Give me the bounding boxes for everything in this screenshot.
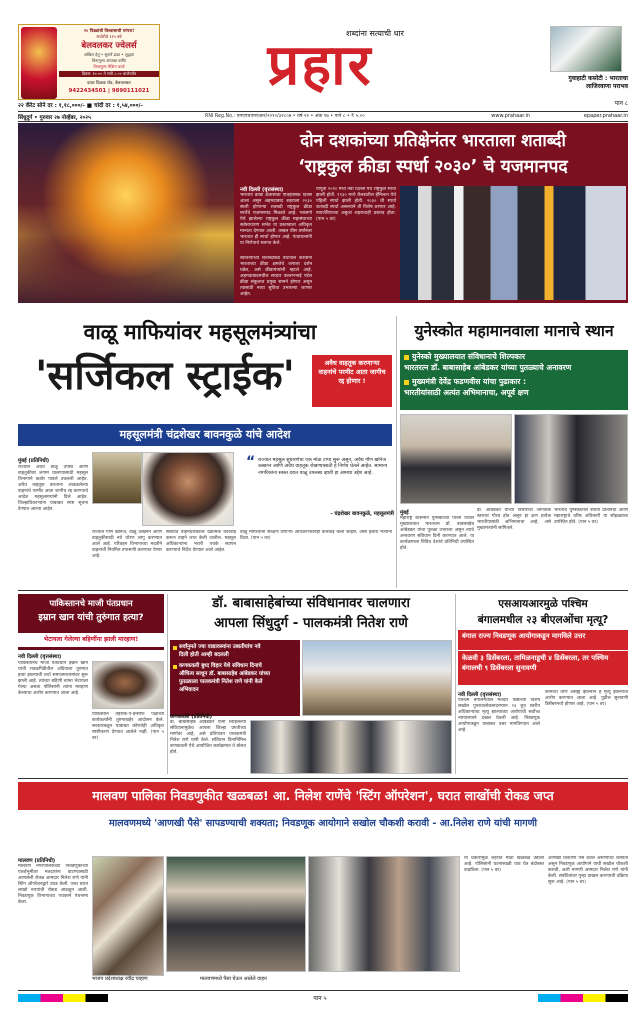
- unesco-bullet1-a: युनेस्को मुख्यालयात संविधानाचे शिल्पकार: [412, 352, 526, 361]
- sindhudurg-bullet-box: [170, 640, 300, 716]
- malvan-crowd-photo[interactable]: [308, 856, 460, 972]
- malvan-caption1: भाजप प्रदेशाध्यक्ष रवींद्र चव्हाण: [92, 976, 148, 982]
- gold-rates: २२ कॅरेट सोने दर : १,१८,०००/- ■ चांदी दर : १,५४,०००/-: [18, 103, 143, 109]
- cwg-dateline: नवी दिल्ली (वृत्तसंस्था): [240, 187, 284, 193]
- sindhudurg-bullet2-c: पुतळ्याला पालकमंत्री नितेश राणे यांनी केले: [179, 679, 263, 685]
- color-registration-bar: [538, 994, 628, 1002]
- bullet-icon: [404, 355, 409, 360]
- bengal-box1-text: बंगाल राज्य निवडणूक आयोगाकडून मागविले उत्तर: [462, 632, 586, 640]
- imran-subhead: भेटायला गेलेल्या बहिणींना झाली मारहाण!: [18, 633, 164, 647]
- sand-body-col2: राज्यात गौण खनिज, वाळू उत्खनन आणि वाहतुकीसाठी नवे धोरण लागू करण्यात आले आहे. परिवहन विभागाच्या मदतीने वाहनांची नियमित तपासणी करण्यात येणार आहे.: [92, 530, 162, 559]
- ad-brand-name: बेलवलकर ज्वेलर्स: [81, 41, 137, 51]
- sindhudurg-gathering-photo[interactable]: [250, 720, 452, 774]
- sindhudurg-bullet2-d: अभिवादन: [179, 687, 199, 693]
- promo-caption2: लाजिरवाणा पराभव: [586, 83, 628, 90]
- unesco-body-col3: भारताचे युनेस्कोतील स्थायी प्रतिनिधी आणि महाराष्ट्राचे वरिष्ठ अधिकारी या सोहळ्याला उपस्थित होते. (पान ५ वर): [554, 508, 628, 525]
- unesco-headline: युनेस्कोत महामानवाला मानाचे स्थान: [414, 322, 614, 340]
- malvan-room-photo[interactable]: [166, 856, 306, 972]
- bengal-body-col2: कामाचा ताण असह्य झाल्याने हे मृत्यू झाल्याचा आरोप करण्यात आला आहे. पुढील सुनावणी डिसेंबरमध्ये होणार आहे. (पान ५ वर): [545, 690, 628, 707]
- unesco-bullet1-b: भारतरत्न डॉ. बाबासाहेब आंबेडकर यांच्या पुतळ्याचे अनावरण: [404, 363, 572, 372]
- sand-alert-box: [312, 355, 392, 407]
- ad-line1: २० पिढ्यांची विश्वासाची परंपरा!: [83, 29, 135, 34]
- epaper-link[interactable]: epaper.prahaar.in: [583, 113, 628, 119]
- malvan-subhead: मालवणमध्ये 'आणखी पैसे' सापडण्याची शक्यता; निवडणूक आयोगाने सखोल चौकशी करावी - आ.निलेश राणे यांची मागणी: [108, 818, 538, 829]
- cwg-body-col2: स्वातंत्र्याच्या शताब्दीकडे वाटचाल करताना भारताच्या क्रीडा क्षमतेचे जगाला दर्शन घडेल, असे क्रीडामंत्र्यांनी म्हटले आहे. अहमदाबादमधील सरदार वल्लभभाई पटेल क्रीडा संकुलात प्रमुख सामने होणार असून त्यासाठी नव्या सुविधा उभारल्या जाणार आहेत.: [240, 256, 312, 297]
- promo-caption1: गुवाहाटी कसोटी : भारताचा: [568, 75, 628, 82]
- sand-body-col1: राज्यात अवैध वाळू उपसा आणि वाहतुकीवर लगाम घालण्यासाठी महसूल विभागाने कठोर पावले उचलली आहेत. अवैध वाहतूक करताना आढळलेल्या वाहनांचे परमीट आता जागीच रद्द करण्याचे आदेश महसूलमंत्र्यांनी दिले आहेत. जिल्हाधिकाऱ्यांना याबाबत स्पष्ट सूचना देण्यात आल्या आहेत.: [18, 465, 88, 512]
- unesco-statue-photo[interactable]: [514, 414, 628, 504]
- ad-phone: 9422434501 | 9890111021: [68, 88, 150, 94]
- cwg-body-col3: यापूर्वी २०१० मध्ये नवी दिल्ली येथे राष्ट्रकुल स्पर्धा झाली होती. १९३० मध्ये कॅनडातील हॅमिल्टन येथे पहिली स्पर्धा झाली होती. २०३० ची स्पर्धा शताब्दी स्पर्धा असल्याने ती विशेष ठरणार आहे. नायजेरियाच्या अबुजा शहराचाही प्रस्ताव होता. (पान ५ वर): [316, 187, 396, 222]
- sindhudurg-body-col1: डॉ. बाबासाहेब आंबेडकर यांनी लिहिलेल्या संविधानामुळेच आपला जिल्हा प्रगतीच्या मार्गावर आहे, असे प्रतिपादन पालकमंत्री नितेश राणे यांनी केले. संविधान दिनानिमित्त कणकवली येथे आयोजित कार्यक्रमात ते बोलत होते.: [170, 720, 246, 755]
- sand-alert-text: अवैध वाहतूक करणाऱ्या वाहनांचे परमीट आता जागीच रद्द होणार !: [318, 359, 386, 385]
- sindhudurg-bullet2-a: कणकवली बुध्द विहार येथे संविधान दिनाचे: [179, 663, 262, 669]
- sand-quote: राज्यात महसूल सुधारणेचा एक मोठा टप्पा सुरू असून, अवैध गौण खनिज उत्खनन आणि अवैध वाहतूक रोखण्यासाठी हे निर्णय घेतले आहेत. सामान्य नागरिकांना स्वस्त दरात वाळू उपलब्ध व्हावी हा आमचा उद्देश आहे.: [258, 457, 388, 476]
- cwg-stadium-photo[interactable]: [18, 123, 234, 303]
- sand-body-col3: संबंधित वाहनधारकांवर दंडात्मक कारवाई करून वाहने जप्त केली जातील. महसूल अधिकाऱ्यांना भरारी पथके स्थापन करण्याचे निर्देश देण्यात आले आहेत.: [166, 530, 236, 553]
- sand-truck-photo[interactable]: [92, 452, 142, 504]
- unesco-group-photo[interactable]: [400, 414, 512, 504]
- website-link[interactable]: www.prahaar.in: [491, 113, 530, 119]
- malvan-caption2: मालवणमध्ये पैसा घेऊन आलेले वाहन: [200, 976, 267, 982]
- cwg-officials-photo[interactable]: [400, 186, 626, 300]
- malvan-body-col3: आणखी ठिकाणी पैसे ठेवले असण्याची शक्यता असून निवडणूक आयोगाने याची सखोल चौकशी करावी, अशी मागणी आमदार निलेश राणे यांनी केली. संबंधितांवर गुन्हा दाखल करण्याची प्रक्रिया सुरू आहे. (पान ५ वर): [548, 856, 628, 885]
- imran-body-col2: पाकिस्तान तेहरीक-ए-इन्साफ पक्षाच्या कार्यकर्त्यांनी तुरुंगाबाहेर आंदोलन केले. सरकारकडून याबाबत कोणतेही अधिकृत स्पष्टीकरण देण्यात आलेले नाही. (पान ५ वर): [92, 712, 164, 741]
- masthead-title: प्रहार: [267, 33, 373, 98]
- sindhudurg-bullet2-b: औचित्य साधून डॉ. बाबासाहेब आंबेडकर यांच्या: [179, 671, 271, 677]
- unesco-body-col1: महाराष्ट्र शासनाने युनेस्कोच्या पॅरिस येथील मुख्यालयात भारतरत्न डॉ. बाबासाहेब आंबेडकर यांचा पुतळा उभारला असून त्याचे अनावरण संविधान दिनी करण्यात आले. या कार्यक्रमाला विविध देशांचे प्रतिनिधी उपस्थित होते.: [400, 516, 474, 551]
- bengal-box1: [458, 630, 628, 650]
- imran-khan-photo[interactable]: [92, 661, 164, 709]
- cwg-headline-line2: ‘राष्ट्रकुल क्रीडा स्पर्धा २०३०’ चे यजमानपद: [298, 157, 568, 177]
- bullet-icon: [173, 665, 177, 669]
- color-registration-bar: [18, 994, 108, 1002]
- promo-page-ref: पान ८: [614, 100, 628, 107]
- dateline: सिंधुदुर्ग • गुरुवार २७ नोव्हेंबर, २०२५: [18, 115, 91, 121]
- malvan-body-col2: या प्रकारामुळे शहरात मोठी खळबळ उडाली आहे. पोलिसांनी घटनास्थळी धाव घेत बंदोबस्त वाढविला. (पान ५ वर): [464, 856, 544, 873]
- sand-headline-line1: वाळू माफियांवर महसूलमंत्र्यांचा: [83, 320, 317, 344]
- bengal-body-col1: पश्चिम बंगालमधील मतदार याद्यांच्या विशेष सखोल पुनरावलोकनादरम्यान २३ बूथ स्तरीय अधिकाऱ्यांचा मृत्यू झाल्याच्या आरोपांची सर्वोच्च न्यायालयाने दखल घेतली आहे. निवडणूक आयोगाकडून याबाबत उत्तर मागविण्यात आले आहे.: [458, 698, 540, 733]
- malvan-cash-photo[interactable]: [92, 856, 164, 976]
- sindhudurg-dateline: कणकवली (प्रतिनिधी): [170, 714, 213, 720]
- ad-sub1: अखिल हेतु • सुवर्ण ढाळ • शुद्धता: [83, 52, 135, 57]
- ad-address: दादर टिळक रोड, बेलवलकर: [87, 81, 131, 86]
- cwg-body-col1: भारतीय क्रीडा क्षेत्रासाठी ऐतिहासिक दिवस आला असून अहमदाबाद शहराला २०३० साली होणाऱ्या शताब्दी राष्ट्रकुल क्रीडा स्पर्धेचे यजमानपद मिळाले आहे. ग्लासगो येथे झालेल्या राष्ट्रकुल क्रीडा महासंघाच्या सर्वसाधारण सभेत या प्रस्तावाला अधिकृत मान्यता देण्यात आली. तब्बल वीस वर्षांनंतर भारतात ही स्पर्धा होणार आहे. पंतप्रधानांनी या निर्णयाचे स्वागत केले.: [240, 193, 312, 246]
- imran-dateline: नवी दिल्ली (वृत्तसंस्था): [18, 654, 62, 660]
- registration-line: RNI Reg.No.: एमएएचएमएआर/२०१०/३२८०७ • वर्ष २२ • अंक ९७ • पाने ८ • ₹ ५.००: [205, 114, 365, 119]
- imran-body-col1: पाकिस्तानचे माजी पंतप्रधान इम्रान खान यांची रावळपिंडीतील अदियाला तुरुंगात हत्या झाल्याची चर्चा समाजमाध्यमांवर सुरू झाली आहे. त्यांच्या बहिणी त्यांना भेटायला गेल्या असता पोलिसांनी त्यांना मारहाण केल्याचा आरोप करण्यात आला आहे.: [18, 661, 88, 696]
- bengal-headline-line2: बंगालमधील २३ बीएलओंचा मृत्यू?: [477, 614, 609, 626]
- bengal-headline-line1: एसआयआरमुळे पश्चिम: [498, 598, 588, 610]
- sand-body-col4: वाळू माफियांना संरक्षण देणाऱ्या अधिकाऱ्यांवरही कारवाई केली जाईल, असा इशारा मंत्र्यांनी दिला. (पान ५ वर): [240, 530, 392, 541]
- imran-headline-line1: पाकिस्तानचे माजी पंतप्रधान: [49, 598, 133, 608]
- malvan-body-col1: मालवण नगरपालिकेच्या निवडणुकीच्या पार्श्वभूमीवर मतदारांना वाटण्यासाठी आणलेली रोकड आमदार निलेश राणे यांनी स्टिंग ऑपरेशनद्वारे उघड केली. एका घरात लाखो रुपयांची रोकड आढळून आली. निवडणूक विभागाच्या पथकाने पंचनामा केला.: [18, 864, 88, 905]
- bullet-icon: [404, 380, 409, 385]
- ad-hours: दिवस: १०.०० ते रात्री ८.०० वाजेपर्यंत: [59, 71, 159, 77]
- goddess-image: [21, 27, 57, 99]
- ad-sub3: विनामूल्य मेकिंग चार्ज: [93, 64, 125, 69]
- bullet-icon: [173, 646, 177, 650]
- sand-subhead-bar: महसूलमंत्री चंद्रशेखर बावनकुळे यांचे आदेश: [18, 424, 392, 446]
- quote-mark-icon: “: [246, 454, 256, 470]
- unesco-body-col2: डॉ. आंबेडकर यांच्या विचारांचा जागतिक स्तरावर गौरव होत असून हा क्षण प्रत्येक भारतीयासाठी अभिमानाचा आहे, असे मुख्यमंत्र्यांनी सांगितले.: [477, 508, 551, 531]
- ad-line2: सचोटीचे ११५ वर्ष: [96, 34, 122, 39]
- page-number: पान ५: [313, 995, 327, 1002]
- malvan-dateline: मालवण (प्रतिनिधी): [18, 858, 56, 864]
- imran-headline-line2: इम्रान खान यांची तुरुंगात हत्या?: [38, 612, 144, 623]
- sindhudurg-headline-line1: डॉ. बाबासाहेबांच्या संविधानावर चालणारा: [212, 596, 410, 611]
- cricket-photo[interactable]: [550, 26, 622, 72]
- sand-dateline: मुंबई (प्रतिनिधी): [18, 458, 50, 464]
- masthead-tagline: शब्दांना सत्याची धार: [346, 29, 404, 38]
- ad-sub2: विनामूल्य अंगठ्या वर्षीय: [91, 58, 127, 63]
- jewellers-ad[interactable]: [18, 24, 160, 100]
- sindhudurg-bullet1-a: सर्वांनुमते ज्या वाद्यावस्यांना उबातीयांच नवे: [179, 644, 261, 650]
- cwg-headline-line1: दोन दशकांच्या प्रतिक्षेनंतर भारताला शताब्दी: [300, 131, 566, 151]
- sindhudurg-bullet1-b: दिली होती आम्ही बदलली: [179, 652, 229, 658]
- bengal-dateline: नवी दिल्ली (वृत्तसंस्था): [458, 692, 502, 698]
- bengal-box2: [458, 651, 628, 685]
- sindhudurg-headline-line2: आपला सिंधुदुर्ग - पालकमंत्री नितेश राणे: [214, 616, 408, 631]
- bawankule-photo[interactable]: [142, 452, 234, 526]
- unesco-dateline: मुंबई: [400, 510, 409, 516]
- unesco-bullet2-a: मुख्यमंत्री देवेंद्र फडणवीस यांचा पुढाकार :: [412, 377, 526, 386]
- unesco-bullet2-b: भारतीयांसाठी अत्यंत अभिमानाचा, अपूर्व क्षण: [404, 388, 529, 397]
- sand-quote-byline: - चंद्रशेखर बावनकुळे, महसूलमंत्री: [330, 511, 394, 517]
- ambedkar-statue-photo[interactable]: [302, 640, 452, 716]
- bengal-box2-text: केळवी ३ डिसेंबरला, तामिळनाडूची ४ डिसेंबरला, तर पश्चिम बंगालची ९ डिसेंबरला सुनावणी: [462, 654, 609, 672]
- sand-headline-line2: 'सर्जिकल स्ट्राईक': [35, 353, 295, 399]
- malvan-banner: मालवण पालिका निवडणुकीत खळबळ! आ. निलेश राणेंचे 'स्टिंग ऑपरेशन', घरात लाखोंची रोकड जप्त: [18, 782, 628, 810]
